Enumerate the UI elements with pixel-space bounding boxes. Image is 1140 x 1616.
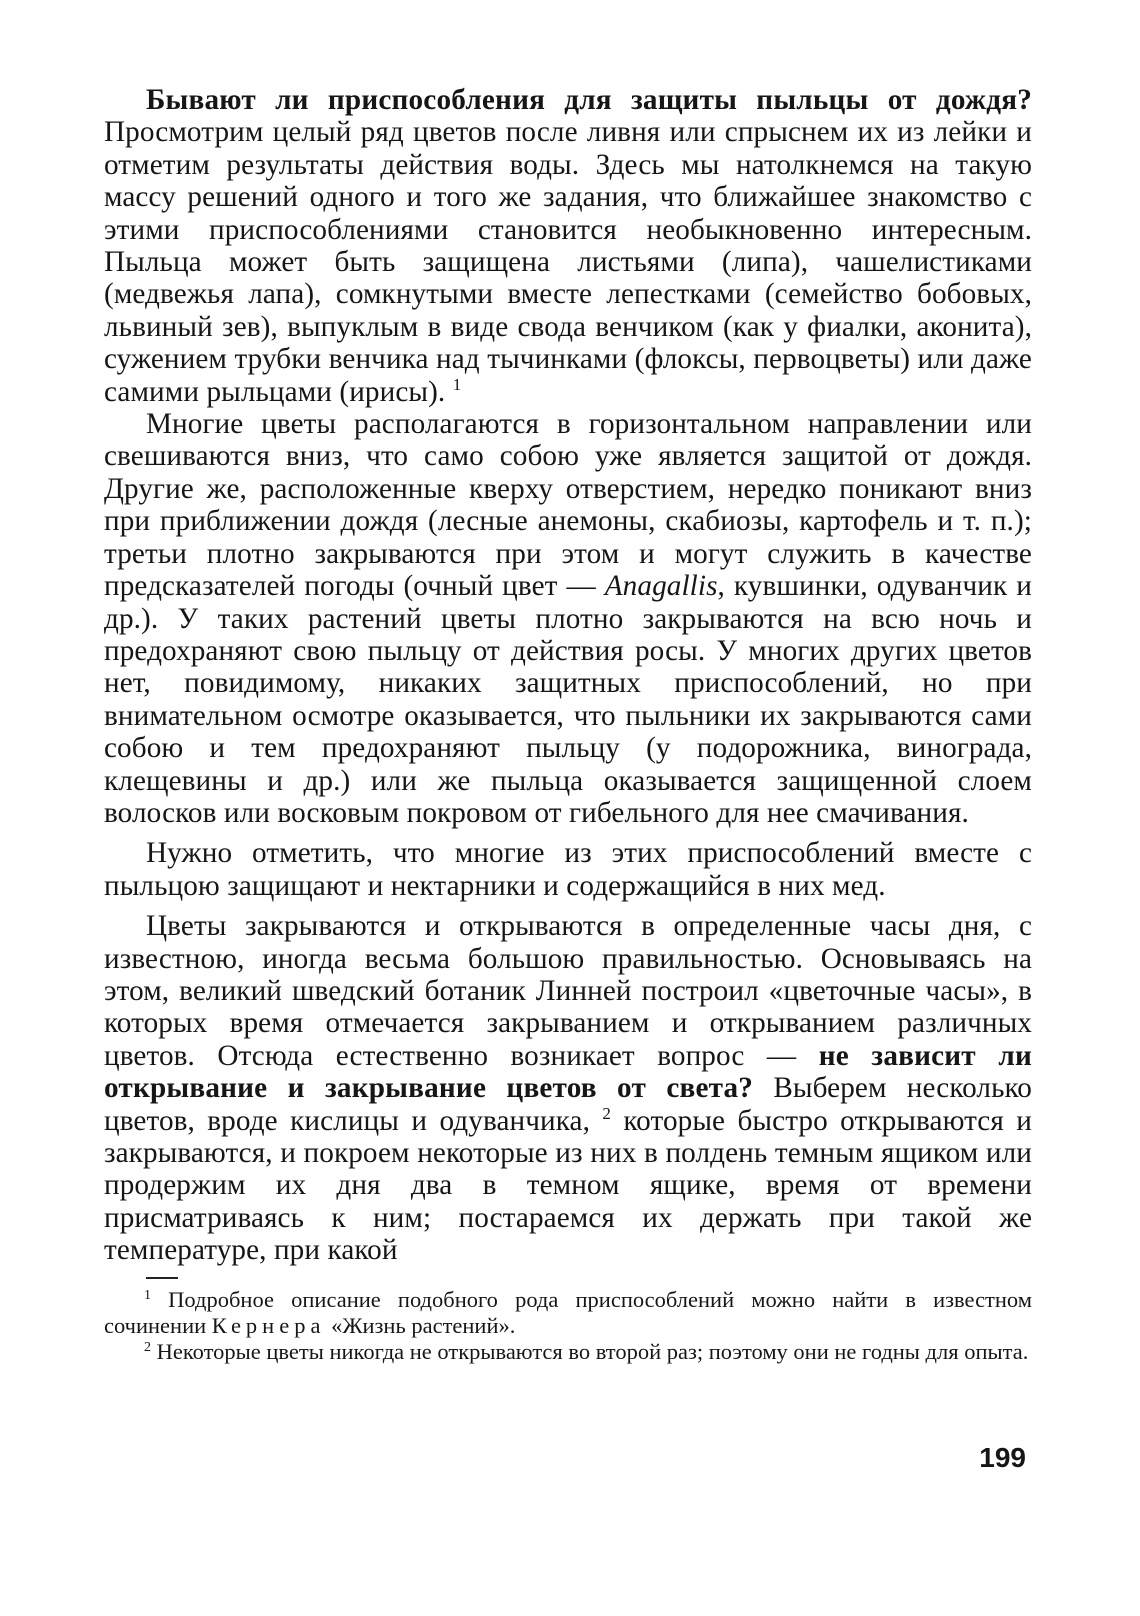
- paragraph-text: Цветы закрываются и открываются в определенные часы дня, с известною, иногда весьма большою правильностью. Основываясь на этом, великий шведский ботаник Линней построил «цветочные часы», в которых время отмечается закрыванием и открыванием различных цветов. Отсюда естественно возникает вопрос —: [104, 910, 1032, 1072]
- section-question-heading: Бывают ли приспособления для защиты пыльцы от дождя?: [146, 84, 1032, 116]
- paragraph-nectaries: [104, 837, 1032, 902]
- book-page: [104, 84, 1032, 1544]
- footnote-ref-1: 1: [452, 374, 462, 394]
- main-text: [104, 84, 1032, 1267]
- paragraph-text: Многие цветы располагаются в горизонтальном направлении или свешиваются вниз, что само собою уже является защитой от дождя. Другие же, расположенные кверху отверстием, нередко поникают вниз при приближении дождя (лесные анемоны, скабиозы, картофель и т. п.); третьи плотно закрываются при этом и могут служить в качестве предсказателей погоды (очный цвет —: [104, 408, 1032, 603]
- page-number: 199: [979, 1442, 1026, 1473]
- paragraph-text: , кувшинки, одуванчик и др.). У таких растений цветы плотно закрываются на всю ночь и предохраняют свою пыльцу от действия росы. У многих других цветов нет, повидимому, никаких защитных приспособлений, но при внимательном осмотре оказывается, что пыльники их закрываются сами собою и тем предохраняют пыльцу (у подорожника, винограда, клещевины и др.) или же пыльца оказывается защищенной слоем волосков или восковым покровом от гибельного для нее смачивания.: [104, 570, 1032, 829]
- footnote-marker: 1: [144, 1287, 151, 1303]
- paragraph-flower-positions: [104, 408, 1032, 829]
- footnote-text: Подробное описание подобного рода приспособлений можно найти в известном сочинении: [104, 1286, 1032, 1338]
- paragraph-flower-clock: [104, 910, 1032, 1266]
- footnote-marker: 2: [144, 1339, 151, 1355]
- footnote-ref-2: 2: [602, 1103, 611, 1123]
- author-name: Кернера: [211, 1312, 326, 1338]
- paragraph-text: Просмотрим целый ряд цветов после ливня или спрыснем их из лейки и отметим результаты действия воды. Здесь мы натолкнемся на такую массу решений одного и того же задания, что ближайшее знакомство с этими приспособлениями становится необыкновенно интересным. Пыльца может быть защищена листьями (липа), чашелистиками (медвежья лапа), сомкнутыми вместе лепестками (семейство бобовых, львиный зев), выпуклым в виде свода венчиком (как у фиалки, аконита), сужением трубки венчика над тычинками (флоксы, первоцветы) или даже самими рыльцами (ирисы).: [104, 116, 1032, 408]
- footnotes: [104, 1287, 1032, 1365]
- footnote-2: [104, 1339, 1032, 1365]
- footnote-1: [104, 1287, 1032, 1339]
- paragraph-text: Нужно отметить, что многие из этих приспособлений вместе с пыльцою защищают и нектарники и содержащийся в них мед.: [104, 837, 1032, 902]
- footnote-text: Некоторые цветы никогда не открываются во второй раз; поэтому они не годны для опыта.: [156, 1338, 1029, 1364]
- latin-name: Anagallis: [604, 570, 718, 603]
- footnote-divider: [146, 1277, 178, 1279]
- paragraph-text: которые быстро открываются и закрываются, и покроем некоторые из них в полдень темным ящиком или продержим их дня два в темном ящике, время от времени присматриваясь к ним; постараемся их держать при такой же температуре, при какой: [104, 1104, 1032, 1267]
- footnote-text: «Жизнь растений».: [331, 1312, 516, 1338]
- paragraph-pollen-rain-protection: [104, 84, 1032, 408]
- paragraph-text: Выберем несколько цветов, вроде кислицы и одуванчика,: [104, 1072, 1032, 1137]
- bold-question: не зависит ли открывание и закрывание цветов от света?: [104, 1039, 1032, 1105]
